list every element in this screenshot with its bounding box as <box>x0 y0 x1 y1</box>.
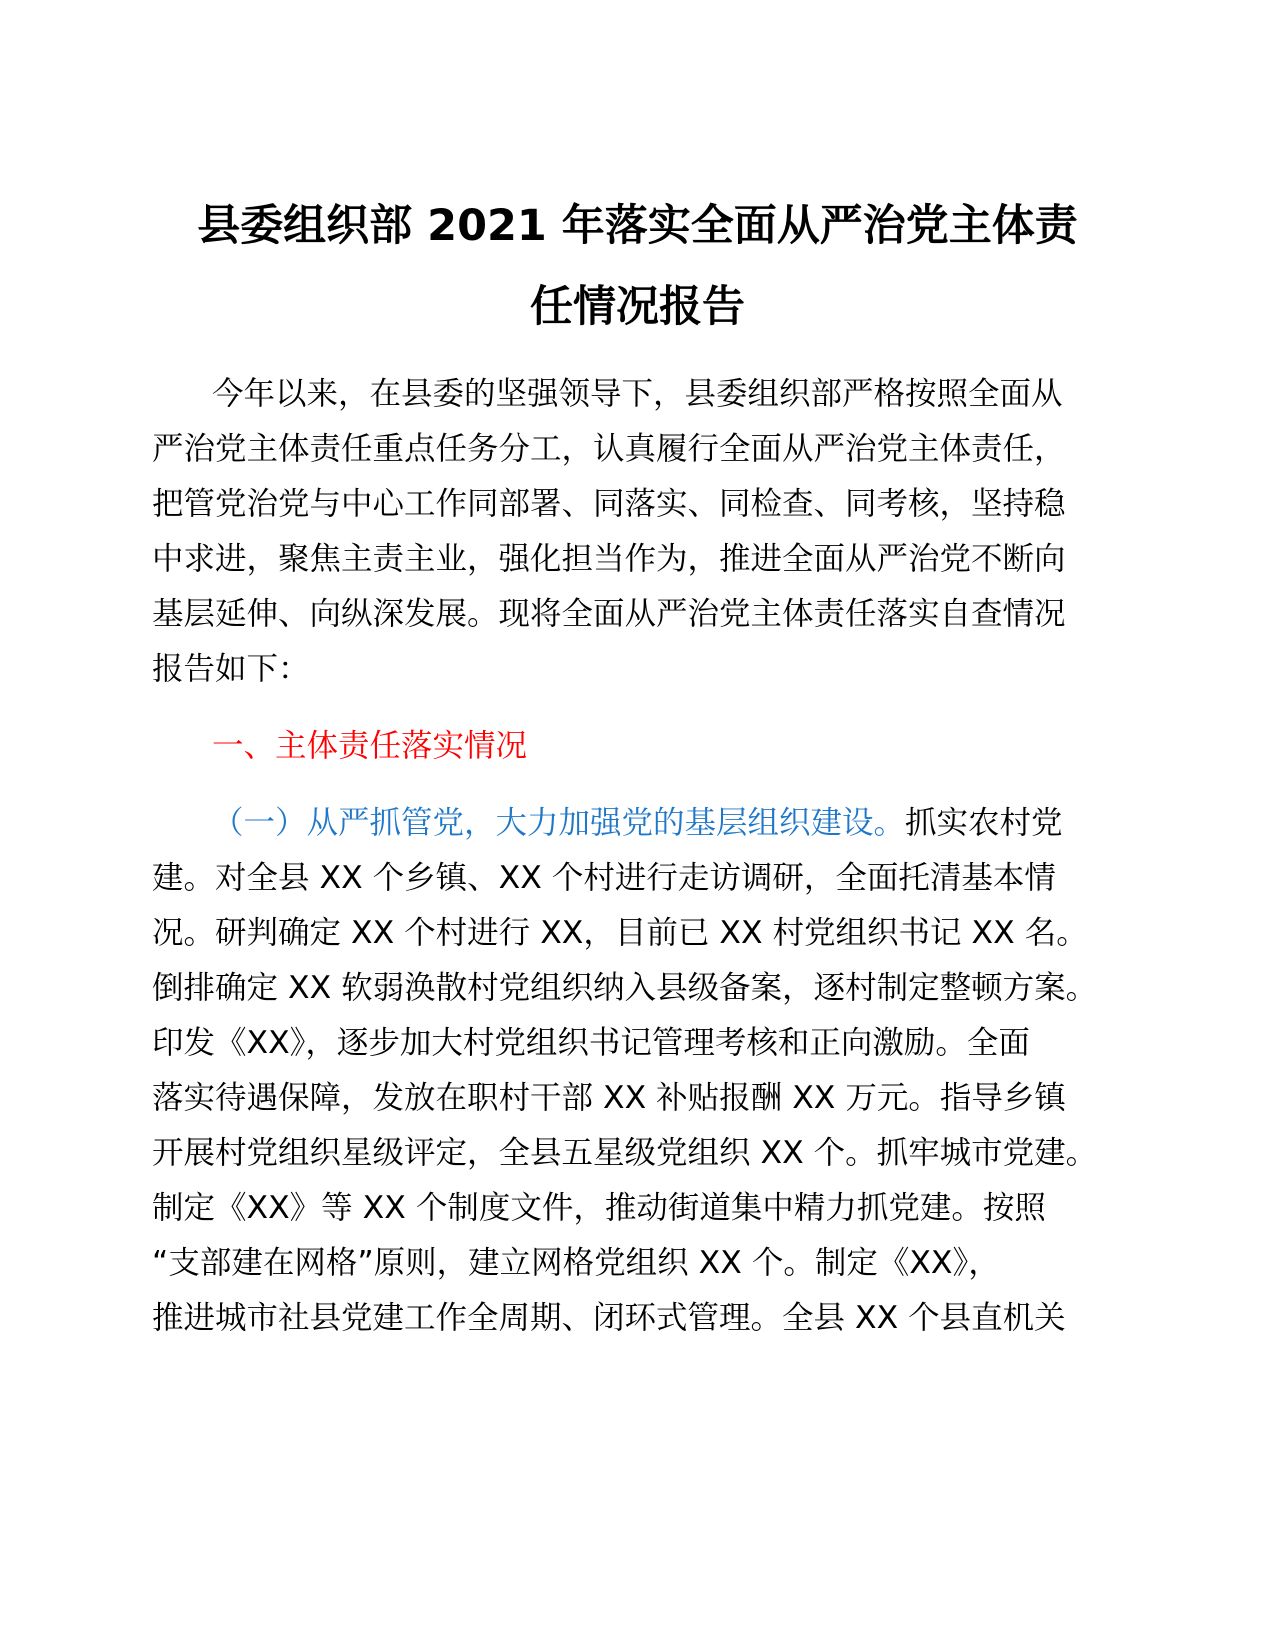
body-line-4: 印发《XX》，逐步加大村党组织书记管理考核和正向激励。全面 <box>152 1025 1030 1061</box>
intro-line-4: 中求进，聚焦主责主业，强化担当作为，推进全面从严治党不断向 <box>152 541 1066 577</box>
body-line-1: 建。对全县 XX 个乡镇、XX 个村进行走访调研，全面托清基本情 <box>152 860 1056 896</box>
section-1-heading: 一、主体责任落实情况 <box>212 728 528 764</box>
subsection-1-heading: （一）从严抓管党，大力加强党的基层组织建设。 <box>212 805 906 841</box>
body-line-7: 制定《XX》等 XX 个制度文件，推动街道集中精力抓党建。按照 <box>152 1190 1046 1226</box>
body-line-5: 落实待遇保障，发放在职村干部 XX 补贴报酬 XX 万元。指导乡镇 <box>152 1080 1066 1116</box>
body-line-8: “支部建在网格”原则，建立网格党组织 XX 个。制定《XX》， <box>152 1245 1000 1281</box>
document-title-line-2: 任情况报告 <box>530 282 745 332</box>
body-line-3: 倒排确定 XX 软弱涣散村党组织纳入县级备案，逐村制定整顿方案。 <box>152 970 1098 1006</box>
intro-line-1: 今年以来，在县委的坚强领导下，县委组织部严格按照全面从 <box>212 376 1063 412</box>
body-line-9: 推进城市社县党建工作全周期、闭环式管理。全县 XX 个县直机关 <box>152 1300 1066 1336</box>
intro-line-6: 报告如下： <box>152 651 310 687</box>
body-line-2: 况。研判确定 XX 个村进行 XX，目前已 XX 村党组织书记 XX 名。 <box>152 915 1088 951</box>
intro-line-5: 基层延伸、向纵深发展。现将全面从严治党主体责任落实自查情况 <box>152 596 1066 632</box>
subsection-1-first-line-text: 抓实农村党 <box>905 805 1063 841</box>
intro-line-3: 把管党治党与中心工作同部署、同落实、同检查、同考核，坚持稳 <box>152 486 1066 522</box>
intro-line-2: 严治党主体责任重点任务分工，认真履行全面从严治党主体责任， <box>152 431 1066 467</box>
subsection-1-first-line <box>212 803 1063 843</box>
body-line-6: 开展村党组织星级评定，全县五星级党组织 XX 个。抓牢城市党建。 <box>152 1135 1098 1171</box>
document-title-line-1: 县委组织部 2021 年落实全面从严治党主体责 <box>197 201 1078 251</box>
